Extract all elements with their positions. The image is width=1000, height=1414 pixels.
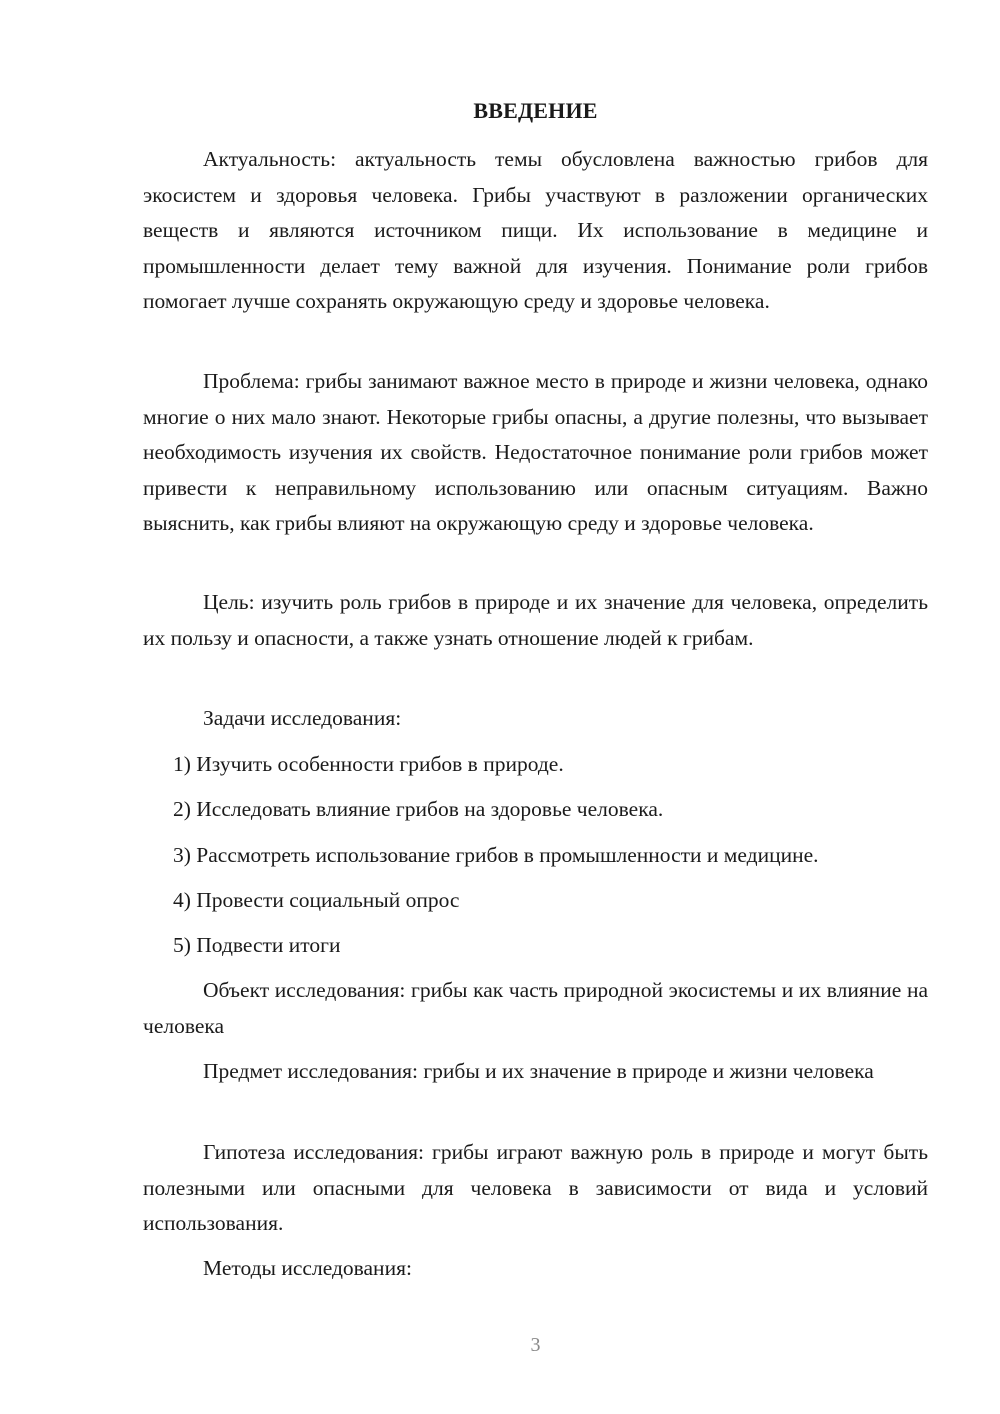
task-item: 3) Рассмотреть использование грибов в промышленности и медицине.: [173, 843, 819, 867]
problem-paragraph: Проблема: грибы занимают важное место в природе и жизни человека, однако многие о них мало знают. Некоторые грибы опасны, а другие полезны, что вызывает необходимость изучения их свойств. Недостаточное понимание роли грибов может привести к неправильному использованию или опасным ситуациям. Важно выяснить, как грибы влияют на окружающую среду и здоровье человека.: [143, 369, 928, 535]
page-number: 3: [530, 1334, 541, 1356]
task-item: 2) Исследовать влияние грибов на здоровье человека.: [173, 797, 664, 821]
task-item: 5) Подвести итоги: [173, 933, 341, 957]
document-page: [143, 0, 928, 1414]
task-item: 1) Изучить особенности грибов в природе.: [173, 752, 564, 776]
section-heading: ВВЕДЕНИЕ: [473, 98, 598, 123]
subject-paragraph: Предмет исследования: грибы и их значение в природе и жизни человека: [203, 1059, 874, 1083]
hypothesis-paragraph: Гипотеза исследования: грибы играют важную роль в природе и могут быть полезными или опасными для человека в зависимости от вида и условий использования.: [143, 1140, 928, 1235]
methods-title: Методы исследования:: [203, 1256, 412, 1280]
relevance-paragraph: Актуальность: актуальность темы обусловлена важностью грибов для экосистем и здоровья человека. Грибы участвуют в разложении органических веществ и являются источником пищи. Их использование в медицине и промышленности делает тему важной для изучения. Понимание роли грибов помогает лучше сохранять окружающую среду и здоровье человека.: [143, 147, 928, 313]
task-item: 4) Провести социальный опрос: [173, 888, 460, 912]
object-paragraph: Объект исследования: грибы как часть природной экосистемы и их влияние на человека: [143, 978, 928, 1038]
goal-paragraph: Цель: изучить роль грибов в природе и их значение для человека, определить их пользу и опасности, а также узнать отношение людей к грибам.: [143, 590, 928, 650]
tasks-title: Задачи исследования:: [203, 706, 402, 730]
